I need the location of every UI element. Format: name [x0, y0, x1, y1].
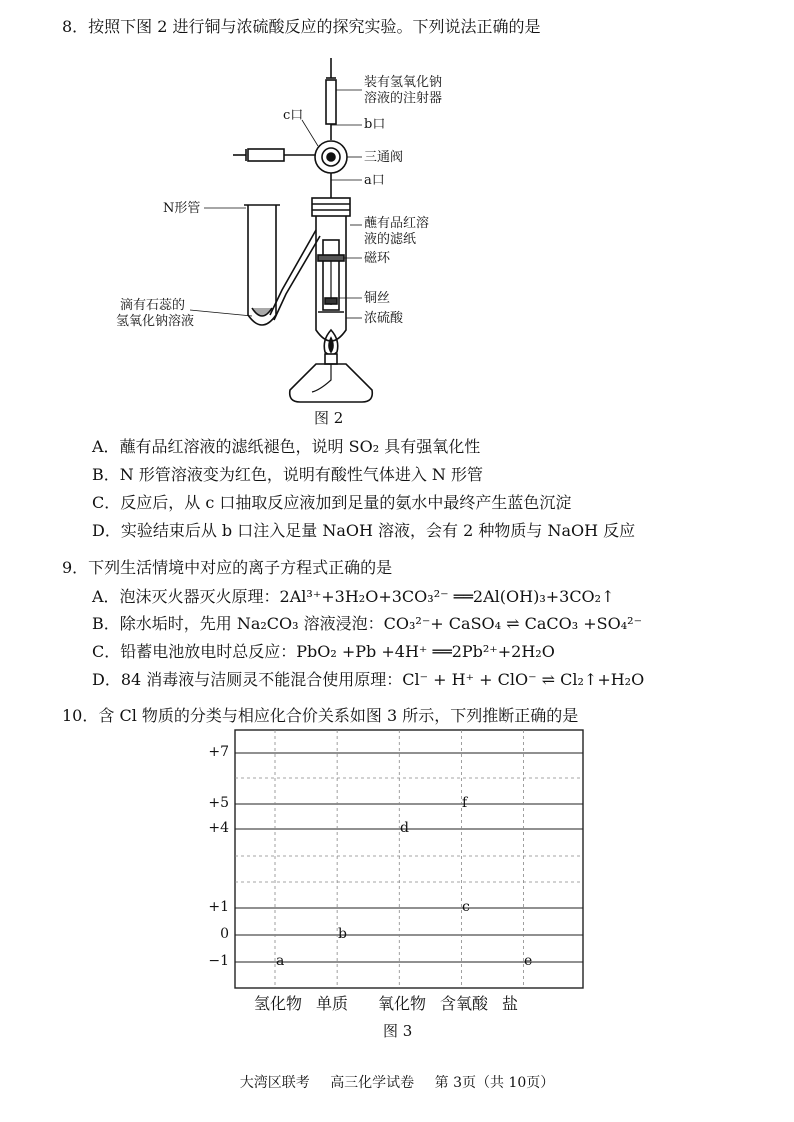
label-syringe-naoh: 装有氢氧化钠 [364, 75, 443, 90]
footer-exam: 大湾区联考 [239, 1075, 310, 1091]
label-filter-paper: 蘸有品红溶 [364, 216, 430, 231]
y-tick-label: +5 [208, 795, 229, 811]
x-category-label: 盐 [502, 994, 519, 1013]
x-category-label: 氧化物 [378, 994, 427, 1013]
label-litmus: 滴有石蕊的 [120, 298, 186, 313]
label-port-a: a口 [364, 173, 385, 188]
q8-stem: 8．按照下图 2 进行铜与浓硫酸反应的探究实验。下列说法正确的是 [62, 17, 541, 36]
label-port-b: b口 [364, 117, 386, 132]
data-point-e: e [524, 953, 533, 969]
q9-option-d: D．84 消毒液与洁厕灵不能混合使用原理：Cl⁻ + H⁺ + ClO⁻ ⇌ Cl₂↑+H₂O [92, 670, 645, 689]
label-port-c: c口 [283, 108, 304, 123]
y-tick-label: −1 [208, 953, 229, 969]
label-acid: 浓硫酸 [364, 311, 404, 326]
x-category-label: 氢化物 [254, 994, 303, 1013]
data-point-f: f [462, 795, 468, 811]
q8-option-d: D．实验结束后从 b 口注入足量 NaOH 溶液，会有 2 种物质与 NaOH 反应 [92, 521, 636, 540]
x-category-label: 含氧酸 [440, 994, 489, 1013]
figure-3-caption: 图 3 [383, 1022, 413, 1040]
label-n-tube: N形管 [163, 201, 201, 216]
label-valve: 三通阀 [364, 150, 404, 165]
x-category-label: 单质 [316, 994, 349, 1013]
footer-subject: 高三化学试卷 [330, 1075, 415, 1091]
label-litmus-2: 氢氧化钠溶液 [116, 314, 195, 329]
data-point-b: b [338, 926, 347, 942]
q8-option-b: B．N 形管溶液变为红色，说明有酸性气体进入 N 形管 [92, 465, 484, 484]
label-filter-paper-2: 液的滤纸 [364, 232, 417, 247]
page-footer [0, 1072, 794, 1092]
footer-page: 第 3页（共 10页） [434, 1075, 555, 1091]
label-magnet-ring: 磁环 [364, 251, 391, 266]
q8-option-c: C．反应后，从 c 口抽取反应液加到足量的氨水中最终产生蓝色沉淀 [92, 493, 572, 512]
chart-frame [235, 730, 583, 988]
q9-option-a: A．泡沫灭火器灭火原理：2Al³⁺+3H₂O+3CO₃²⁻ ══2Al(OH)₃+3CO₂↑ [92, 587, 615, 606]
figure-2-caption: 图 2 [314, 409, 344, 427]
y-tick-label: +7 [208, 744, 229, 760]
y-tick-label: 0 [220, 926, 229, 942]
q10-stem: 10．含 Cl 物质的分类与相应化合价关系如图 3 所示，下列推断正确的是 [62, 706, 579, 725]
y-tick-label: +1 [208, 899, 229, 915]
label-copper-wire: 铜丝 [364, 291, 391, 306]
q9-option-c: C．铅蓄电池放电时总反应：PbO₂ +Pb +4H⁺ ══2Pb²⁺+2H₂O [92, 642, 555, 661]
y-tick-label: +4 [208, 820, 229, 836]
data-point-c: c [462, 899, 470, 915]
data-point-a: a [276, 953, 285, 969]
data-point-d: d [400, 820, 409, 836]
q9-stem: 9．下列生活情境中对应的离子方程式正确的是 [62, 558, 393, 577]
q9-option-b: B．除水垢时，先用 Na₂CO₃ 溶液浸泡：CO₃²⁻+ CaSO₄ ⇌ CaCO₃ +SO₄²⁻ [92, 614, 643, 633]
q8-option-a: A．蘸有品红溶液的滤纸褪色，说明 SO₂ 具有强氧化性 [92, 437, 481, 456]
label-syringe-naoh-2: 溶液的注射器 [364, 91, 443, 106]
